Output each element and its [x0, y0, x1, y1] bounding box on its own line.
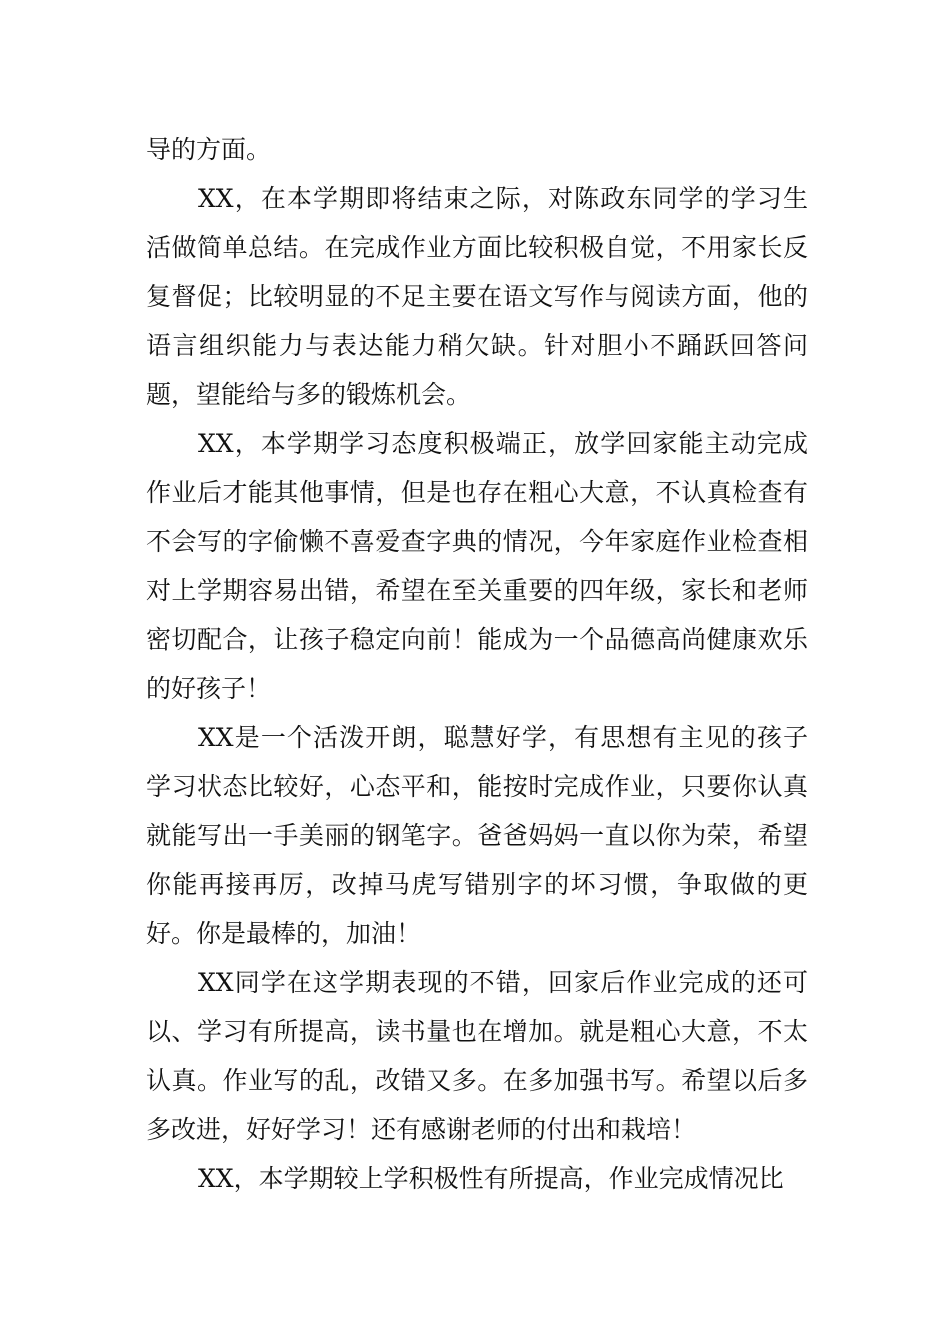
document-body: [146, 125, 808, 1203]
paragraph-comment-4: XX同学在这学期表现的不错，回家后作业完成的还可以、学习有所提高，读书量也在增加。就是粗心大意，不太认真。作业写的乱，改错又多。在多加强书写。希望以后多多改进，好好学习！还有感谢老师的付出和栽培！: [146, 968, 808, 1144]
paragraph-comment-3: XX是一个活泼开朗，聪慧好学，有思想有主见的孩子学习状态比较好，心态平和，能按时完成作业，只要你认真就能写出一手美丽的钢笔字。爸爸妈妈一直以你为荣，希望你能再接再厉，改掉马虎写错别字的坏习惯，争取做的更好。你是最棒的，加油！: [146, 723, 808, 948]
paragraph-comment-2: XX，本学期学习态度积极端正，放学回家能主动完成作业后才能其他事情，但是也存在粗心大意，不认真检查有不会写的字偷懒不喜爱查字典的情况，今年家庭作业检查相对上学期容易出错，希望在至关重要的四年级，家长和老师密切配合，让孩子稳定向前！能成为一个品德高尚健康欢乐的好孩子！: [146, 429, 808, 703]
paragraph-continuation: 导的方面。: [146, 135, 272, 164]
paragraph-comment-5: XX，本学期较上学积极性有所提高，作业完成情况比: [198, 1164, 784, 1193]
paragraph-comment-1: XX，在本学期即将结束之际，对陈政东同学的学习生活做简单总结。在完成作业方面比较积极自觉，不用家长反复督促；比较明显的不足主要在语文写作与阅读方面，他的语言组织能力与表达能力稍欠缺。针对胆小不踊跃回答问题，望能给与多的锻炼机会。: [146, 184, 808, 409]
